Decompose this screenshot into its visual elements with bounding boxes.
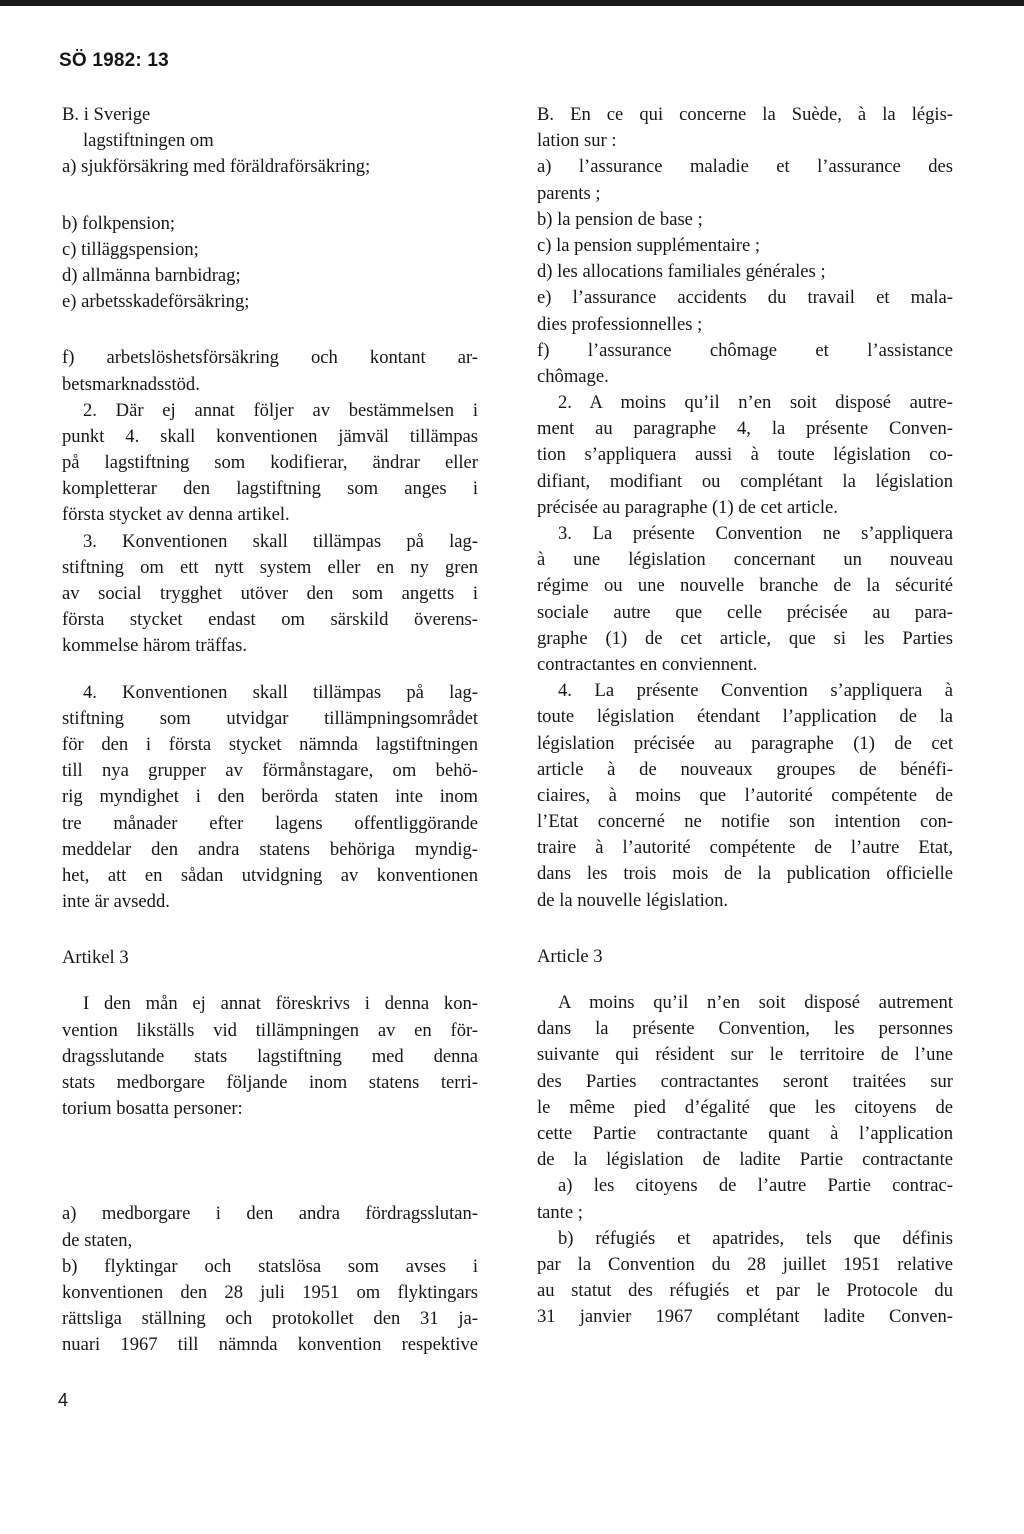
text-line: cette Partie contractante quant à l’application: [537, 1122, 953, 1144]
text-line: a) les citoyens de l’autre Partie contrac-: [558, 1175, 953, 1197]
text-line: e) l’assurance accidents du travail et mala-: [537, 287, 953, 309]
text-line: régime ou une nouvelle branche de la sécurité: [537, 575, 953, 597]
text-line: graphe (1) de cet article, que si les Parties: [537, 627, 953, 649]
text-line: stiftning som utvidgar tillämpningsområdet: [62, 707, 478, 729]
text-line: par la Convention du 28 juillet 1951 relative: [537, 1253, 953, 1275]
text-line: dans la présente Convention, les personnes: [537, 1018, 953, 1040]
text-line: de la nouvelle législation.: [537, 889, 729, 911]
text-line: första stycket endast om särskild överens-: [62, 609, 478, 631]
text-line: inte är avsedd.: [62, 891, 170, 913]
text-line: chômage.: [537, 365, 609, 387]
text-line: het, att en sådan utvidgning av konventionen: [62, 864, 478, 886]
text-line: suivante qui résident sur le territoire de l’une: [537, 1044, 953, 1066]
swedish-column: [62, 102, 478, 1359]
text-line: för den i första stycket nämnda lagstiftningen: [62, 733, 478, 755]
text-line: rättsliga ställning och protokollet den 31 ja-: [62, 1308, 478, 1330]
text-line: b) la pension de base ;: [537, 208, 703, 230]
text-line: c) la pension supplémentaire ;: [537, 234, 761, 256]
text-line: nuari 1967 till nämnda konvention respektive: [62, 1334, 478, 1356]
text-line: à une législation concernant un nouveau: [537, 549, 953, 571]
text-line: 2. Där ej annat följer av bestämmelsen i: [83, 399, 478, 421]
text-line: des Parties contractantes seront traitées sur: [537, 1070, 953, 1092]
text-line: 2. A moins qu’il n’en soit disposé autre-: [558, 392, 953, 414]
text-line: B. i Sverige: [62, 104, 151, 125]
text-line: 4. Konventionen skall tillämpas på lag-: [83, 681, 478, 703]
article-heading: Artikel 3: [62, 947, 129, 969]
text-line: betsmarknadsstöd.: [62, 373, 200, 395]
text-line: tante ;: [537, 1201, 583, 1223]
text-line: b) flyktingar och statslösa som avses i: [62, 1255, 478, 1277]
text-line: på lagstiftning som kodifierar, ändrar eller: [62, 452, 478, 474]
text-line: lation sur :: [537, 130, 617, 152]
text-line: meddelar den andra statens behöriga myndig-: [62, 838, 478, 860]
text-line: au statut des réfugiés et par le Protocole du: [537, 1280, 953, 1302]
text-line: kompletterar den lagstiftning som anges i: [62, 478, 478, 500]
text-line: sociale autre que celle précisée au para-: [537, 601, 953, 623]
text-line: contractantes en conviennent.: [537, 653, 758, 675]
text-line: de staten,: [62, 1229, 133, 1251]
text-line: stiftning om ett nytt system eller en ny gren: [62, 556, 478, 578]
text-line: parents ;: [537, 182, 601, 204]
text-line: dans les trois mois de la publication officielle: [537, 863, 953, 885]
document-reference: SÖ 1982: 13: [59, 50, 169, 71]
text-line: c) tilläggspension;: [62, 238, 199, 260]
text-line: lagstiftningen om: [83, 130, 214, 152]
text-line: av social trygghet utöver den som angetts i: [62, 583, 478, 604]
text-line: d) allmänna barnbidrag;: [62, 264, 241, 286]
article-heading: Article 3: [537, 945, 603, 967]
text-line: précisée au paragraphe (1) de cet article.: [537, 496, 838, 518]
text-line: till nya grupper av förmånstagare, om behö-: [62, 760, 478, 782]
text-line: kommelse härom träffas.: [62, 635, 248, 657]
text-line: B. En ce qui concerne la Suède, à la légis-: [537, 104, 953, 125]
text-line: article à de nouveaux groupes de bénéfi-: [537, 758, 953, 780]
text-line: vention likställs vid tillämpningen av en för-: [62, 1019, 478, 1041]
text-line: A moins qu’il n’en soit disposé autrement: [558, 992, 953, 1013]
text-line: dies professionnelles ;: [537, 313, 703, 335]
text-line: rig myndighet i den berörda staten inte inom: [62, 786, 478, 808]
text-line: ciaires, à moins que l’autorité compétente de: [537, 784, 953, 806]
text-line: tre månader efter lagens offentliggörande: [62, 812, 478, 834]
text-line: le même pied d’égalité que les citoyens de: [537, 1096, 953, 1118]
page-number: 4: [58, 1390, 69, 1410]
text-line: législation précisée au paragraphe (1) de cet: [537, 732, 953, 754]
text-line: torium bosatta personer:: [62, 1098, 243, 1120]
text-line: a) l’assurance maladie et l’assurance des: [537, 156, 953, 178]
text-line: a) sjukförsäkring med föräldraförsäkring;: [62, 156, 371, 178]
text-line: traire à l’autorité compétente de l’autre Etat,: [537, 837, 953, 859]
text-line: de la législation de ladite Partie contractante: [537, 1149, 953, 1171]
text-line: a) medborgare i den andra fördragsslutan-: [62, 1203, 478, 1225]
text-line: f) l’assurance chômage et l’assistance: [537, 339, 953, 361]
text-line: b) folkpension;: [62, 212, 176, 234]
text-line: difiant, modifiant ou complétant la législation: [537, 470, 953, 492]
text-line: f) arbetslöshetsförsäkring och kontant ar-: [62, 347, 478, 369]
text-line: toute législation étendant l’application de la: [537, 706, 953, 728]
text-line: 3. La présente Convention ne s’appliquera: [558, 523, 953, 544]
text-line: I den mån ej annat föreskrivs i denna kon-: [83, 993, 478, 1015]
text-line: l’Etat concerné ne notifie son intention con-: [537, 811, 953, 833]
text-line: 3. Konventionen skall tillämpas på lag-: [83, 530, 478, 552]
french-column: [537, 102, 953, 1330]
text-line: konventionen den 28 juli 1951 om flyktingars: [62, 1281, 478, 1303]
text-line: dragsslutande stats lagstiftning med denna: [62, 1045, 478, 1067]
text-line: d) les allocations familiales générales ;: [537, 261, 826, 283]
text-line: tion s’appliquera aussi à toute législation co-: [537, 444, 953, 466]
text-line: ment au paragraphe 4, la présente Conven-: [537, 418, 953, 440]
text-line: stats medborgare följande inom statens terri-: [62, 1072, 478, 1093]
top-border-rule: [0, 0, 1024, 6]
text-line: b) réfugiés et apatrides, tels que définis: [558, 1227, 953, 1249]
text-line: 31 janvier 1967 complétant ladite Conven-: [537, 1306, 953, 1328]
text-line: första stycket av denna artikel.: [62, 504, 290, 526]
text-line: 4. La présente Convention s’appliquera à: [558, 680, 953, 702]
text-line: e) arbetsskadeförsäkring;: [62, 291, 250, 313]
text-line: punkt 4. skall konventionen jämväl tillämpas: [62, 425, 478, 447]
